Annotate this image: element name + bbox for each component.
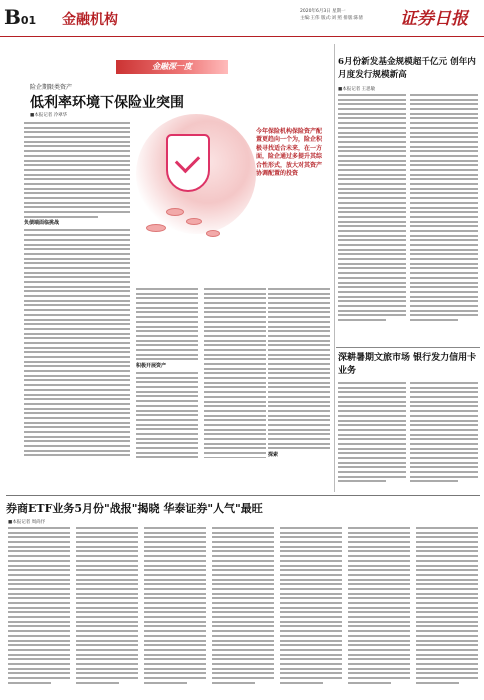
masthead [0, 0, 484, 37]
editor-line: 主编:王伟 版式:刘 照 排版:陈倩 [300, 16, 363, 21]
section-name: 金融机构 [62, 12, 118, 28]
feature-kicker: 险企期限类资产 [30, 84, 73, 91]
feature-byline: ■本报记者 冷翠华 [30, 113, 68, 118]
coin-icon [206, 230, 220, 237]
feature-illustration [136, 114, 256, 234]
bottom-byline: ■本报记者 周尚伃 [8, 520, 46, 525]
bottom-column-6 [348, 527, 410, 686]
bottom-column-3 [144, 527, 206, 686]
subhead-explore: 探索 [268, 452, 279, 458]
right-top-column-1 [338, 94, 406, 324]
bottom-headline: 券商ETF业务5月份"战报"揭晓 华泰证券"人气"最旺 [6, 502, 263, 515]
subhead-asset: 积极开展资产 [136, 363, 167, 369]
right-bottom-column-2 [410, 382, 478, 485]
right-top-byline: ■本报记者 王思敏 [338, 87, 376, 92]
page-code [4, 5, 36, 29]
column-rule [334, 44, 335, 492]
issue-date: 2020年6月3日 星期一 [300, 9, 346, 14]
feature-ribbon: 金融深一度 [116, 60, 228, 74]
bottom-column-2 [76, 527, 138, 686]
feature-column-2 [136, 288, 198, 458]
coin-icon [146, 224, 166, 232]
coin-icon [166, 208, 184, 216]
right-bottom-column-1 [338, 382, 406, 485]
bottom-column-1 [8, 527, 70, 686]
coin-icon [186, 218, 202, 225]
feature-headline: 低利率环境下保险业突围 [30, 95, 184, 111]
masthead-rule [0, 36, 484, 37]
bottom-column-4 [212, 527, 274, 686]
right-section-divider [336, 347, 480, 348]
page-letter: B [4, 5, 21, 29]
feature-column-1 [24, 122, 130, 458]
page-number: 01 [20, 14, 37, 27]
brand-logo: 证券日报 [400, 9, 468, 29]
subhead-liability: 负债端面临挑战 [24, 220, 60, 227]
issue-info [300, 8, 410, 22]
feature-column-3 [204, 288, 266, 458]
right-bottom-headline: 深耕暑期文旅市场 银行发力信用卡业务 [338, 353, 477, 376]
feature-article [6, 48, 332, 458]
pull-quote: 今年保险机构保险资产配置更趋向一个为，险企积极寻找适合未来，在一方面，险企通过多提升其综合性形式，放大对其资产协调配置的投资 [256, 128, 323, 178]
right-top-column-2 [410, 94, 478, 324]
bottom-column-5 [280, 527, 342, 686]
bottom-divider [6, 495, 480, 496]
bottom-column-7 [416, 527, 478, 686]
feature-column-4 [268, 288, 330, 458]
right-top-headline: 6月份新发基金规模超千亿元 创年内月度发行规模新高 [338, 57, 476, 80]
shield-icon [166, 134, 210, 192]
